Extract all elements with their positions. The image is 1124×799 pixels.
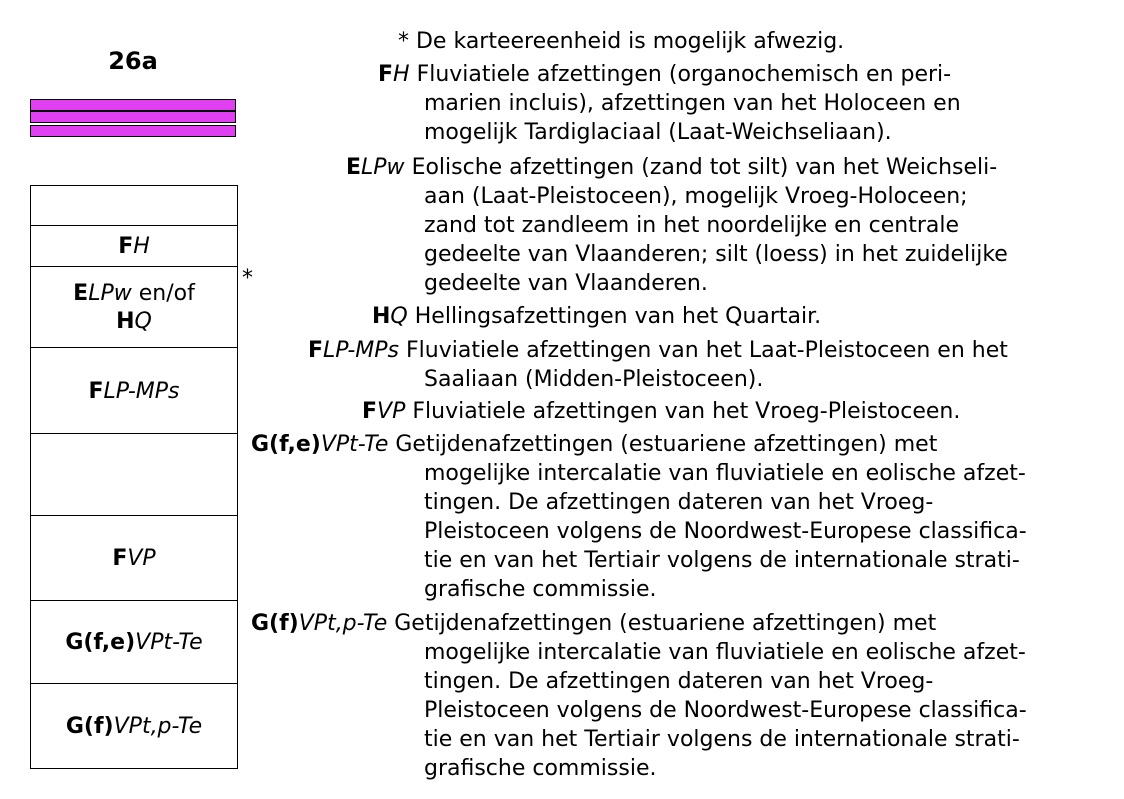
legend-code: FLP-MPs [308, 338, 399, 363]
layer-code-bold: H [116, 309, 135, 334]
layer-gfe-vpt-te [31, 602, 237, 684]
layer-elpw-hq [31, 268, 237, 348]
layer-flp-mps [31, 349, 237, 434]
layer-code-italic: LP-MPs [103, 378, 180, 404]
layer-code-italic: VP [127, 546, 156, 571]
swatch-band-3 [30, 125, 236, 137]
legend-entry-fvp: FVP Fluviatiele afzettingen van het Vroeg-Pleistoceen. [362, 399, 961, 424]
legend-note: * De karteereenheid is mogelijk afwezig. [398, 29, 845, 54]
legend-code: G(f)VPt,p-Te [251, 611, 388, 636]
legend-entry-hq: HQ Hellingsafzettingen van het Quartair. [372, 304, 822, 329]
layer-fh [31, 227, 237, 267]
layer-code-bold: E [73, 281, 89, 306]
legend-code: ELPw [346, 155, 405, 180]
column-divider [30, 225, 238, 226]
layer-code-bold: G(f) [65, 714, 114, 739]
layer-code-italic: VPt-Te [135, 630, 203, 655]
layer-code-italic: VPt,p-Te [113, 714, 203, 739]
legend-entry-flp-mps: FLP-MPs Fluviatiele afzettingen van het Laat-Pleistoceen en het Saaliaan (Midden-Pleistoceen). [308, 338, 1008, 392]
layer-code-italic: Q [134, 309, 152, 334]
legend-code: FVP [362, 399, 406, 424]
column-divider [30, 515, 238, 516]
swatch-band-1 [30, 99, 236, 111]
layer-code-italic: LPw [88, 281, 132, 306]
legend-code: FH [378, 62, 410, 87]
legend-entry-gf-vptp-te: G(f)VPt,p-Te Getijdenafzettingen (estuariene afzettingen) met mogelijke intercalatie van fluviatiele en eolische afzet- tingen. De afzettingen dateren van het Vroeg- Pleistoceen volgens de Noordwest-Europese classifica- tie en van het Tertiair volgens de internationale strati- grafische commissie. [251, 611, 1027, 781]
layer-code-connector: en/of [131, 281, 195, 306]
layer-code-bold: F [112, 546, 128, 571]
legend-code: G(f,e)VPt-Te [251, 432, 389, 457]
layer-code-bold: G(f,e) [65, 630, 136, 655]
legend-entry-elpw: ELPw Eolische afzettingen (zand tot silt) van het Weichseli- aan (Laat-Pleistoceen), mogelijk Vroeg-Holoceen; zand tot zandleem in het noordelijke en centrale gedeelte van Vlaanderen; silt (loess) in het zuidelijke gedeelte van Vlaanderen. [346, 155, 1008, 296]
layer-fvp [31, 517, 237, 601]
profile-title: 26a [108, 47, 158, 75]
absence-marker: * [242, 266, 253, 291]
layer-code-italic: H [133, 234, 150, 259]
legend-entry-gfe-vpt-te: G(f,e)VPt-Te Getijdenafzettingen (estuariene afzettingen) met mogelijke intercalatie van fluviatiele en eolische afzet- tingen. De afzettingen dateren van het Vroeg- Pleistoceen volgens de Noordwest-Europese classifica- tie en van het Tertiair volgens de internationale strati- grafische commissie. [251, 432, 1027, 602]
legend-code: HQ [372, 304, 408, 329]
layer-code-bold: F [88, 378, 104, 404]
legend-entry-fh: FH Fluviatiele afzettingen (organochemisch en peri- marien incluis), afzettingen van het Holoceen en mogelijk Tardiglaciaal (Laat-Weichseliaan). [378, 62, 961, 145]
layer-gf-vptp-te [31, 685, 237, 769]
swatch-band-2 [30, 111, 236, 123]
layer-code-bold: F [118, 234, 134, 259]
